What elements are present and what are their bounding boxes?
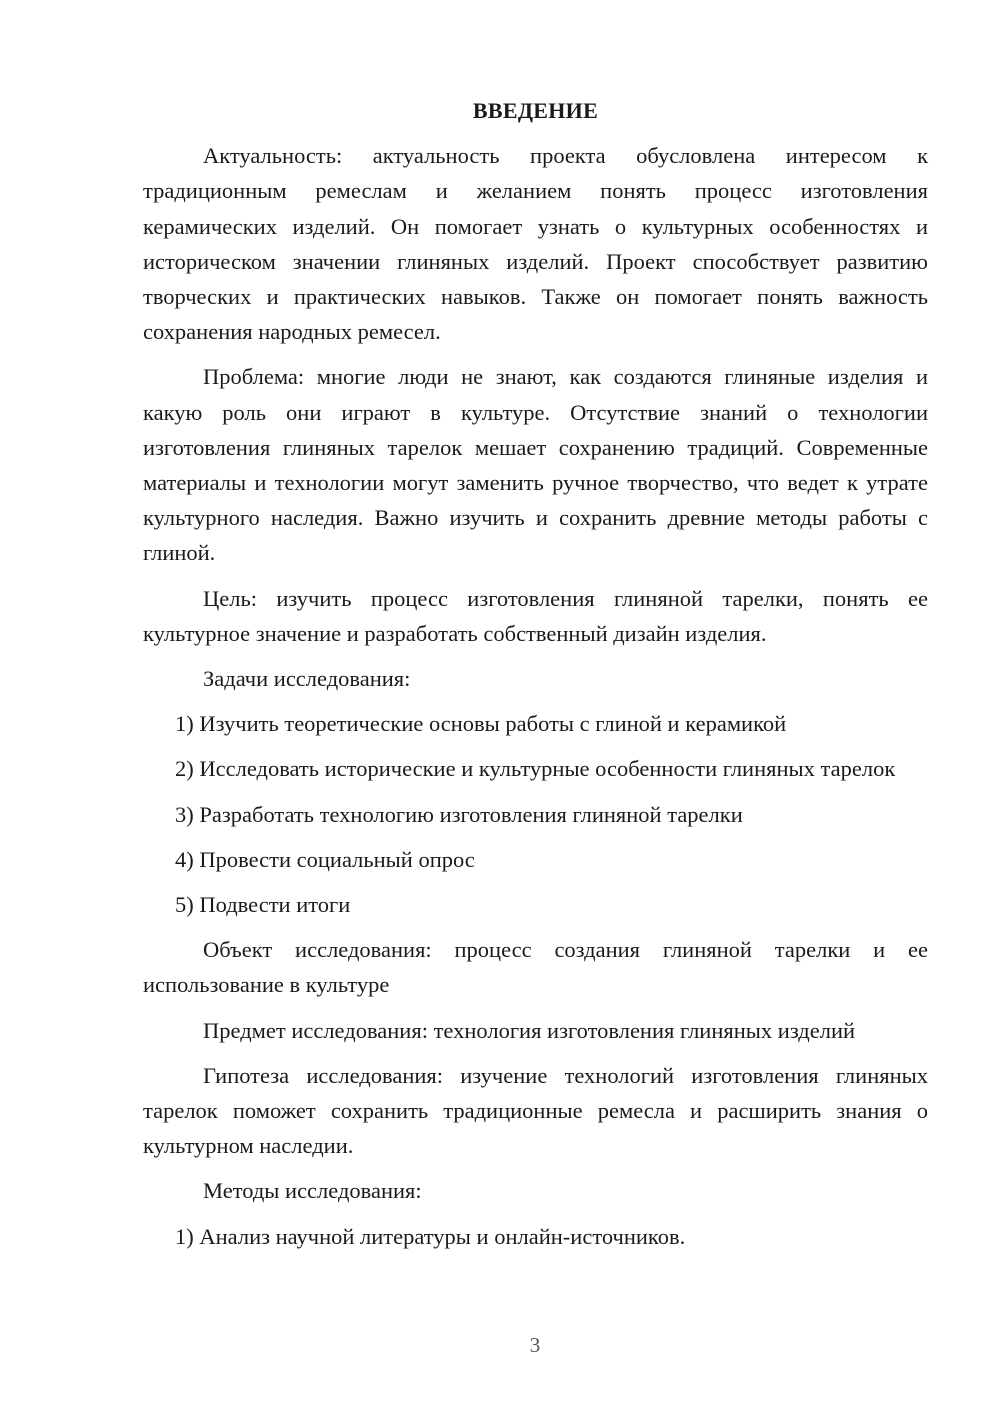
methods-heading: Методы исследования: xyxy=(203,1178,422,1204)
relevance-paragraph: Актуальность: актуальность проекта обусловлена интересом к традиционным ремеслам и желанием понять процесс изготовления керамических изделий. Он помогает узнать о культурных особенностях и историческом значении глиняных изделий. Проект способствует развитию творческих и практических навыков. Также он помогает понять важность сохранения народных ремесел. xyxy=(143,143,928,345)
document-page xyxy=(143,93,928,1264)
problem-paragraph: Проблема: многие люди не знают, как создаются глиняные изделия и какую роль они играют в культуре. Отсутствие знаний о технологии изготовления глиняных тарелок мешает сохранению традиций. Современные материалы и технологии могут заменить ручное творчество, что ведет к утрате культурного наследия. Важно изучить и сохранить древние методы работы с глиной. xyxy=(143,364,928,566)
page-number: 3 xyxy=(529,1333,541,1357)
subject-paragraph: Предмет исследования: технология изготовления глиняных изделий xyxy=(203,1017,856,1043)
hypothesis-paragraph: Гипотеза исследования: изучение технологий изготовления глиняных тарелок поможет сохранить традиционные ремесла и расширить знания о культурном наследии. xyxy=(143,1062,928,1159)
tasks-heading: Задачи исследования: xyxy=(203,666,411,692)
task-item: 2) Исследовать исторические и культурные особенности глиняных тарелок xyxy=(175,756,896,782)
task-item: 1) Изучить теоретические основы работы с глиной и керамикой xyxy=(175,711,787,737)
task-item: 3) Разработать технологию изготовления глиняной тарелки xyxy=(175,801,743,827)
object-paragraph: Объект исследования: процесс создания глиняной тарелки и ее использование в культуре xyxy=(143,937,928,998)
task-item: 5) Подвести итоги xyxy=(175,892,351,918)
task-item: 4) Провести социальный опрос xyxy=(175,846,475,872)
method-item: 1) Анализ научной литературы и онлайн-источников. xyxy=(175,1223,686,1249)
page-title: ВВЕДЕНИЕ xyxy=(472,98,599,123)
goal-paragraph: Цель: изучить процесс изготовления глиняной тарелки, понять ее культурное значение и разработать собственный дизайн изделия. xyxy=(143,585,928,646)
